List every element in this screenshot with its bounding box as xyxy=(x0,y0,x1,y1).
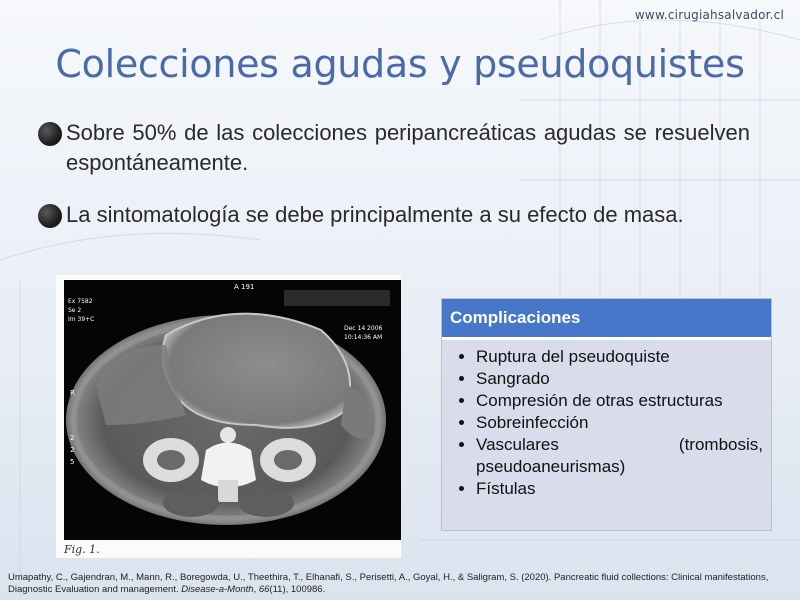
slide-title: Colecciones agudas y pseudoquistes xyxy=(55,42,745,86)
reference-journal: Disease-a-Month xyxy=(181,584,254,595)
complication-item: • Ruptura del pseudoquiste xyxy=(476,346,763,368)
reference-issue-pages: (11), 100986. xyxy=(269,584,326,595)
complications-list xyxy=(442,346,771,500)
complication-item: • Fístulas xyxy=(476,478,763,500)
reference-volume: 66 xyxy=(258,584,270,595)
ct-date-label: Dec 14 2006 xyxy=(344,325,383,332)
bullet-dot-icon xyxy=(38,204,62,228)
website-url[interactable]: www.cirugiahsalvador.cl xyxy=(634,8,784,22)
ct-side-number: 2 xyxy=(70,446,75,454)
complication-item: • Vasculares (trombosis, pseudoaneurismas) xyxy=(476,434,763,478)
figure-caption: Fig. 1. xyxy=(64,543,100,556)
bullet-list xyxy=(38,118,750,230)
bullet-item xyxy=(38,118,750,178)
reference-citation: Umapathy, C., Gajendran, M., Mann, R., Boregowda, U., Theethira, T., Elhanafi, S., Perisetti, A., Goyal, H., & Saligram, S. (2020). Pancreatic fluid collections: Clinical manifestations, Diagnostic Evaluation and management. Disease-a-Month, 66(11), 100986. xyxy=(8,572,769,595)
bullet-text: Sobre 50% de las colecciones peripancreáticas agudas se resuelven espontáneamente. xyxy=(66,120,750,175)
ct-side-number: 2 xyxy=(70,434,75,442)
complications-box xyxy=(441,298,772,531)
complications-header: Complicaciones xyxy=(442,299,771,340)
ct-side-number: 5 xyxy=(70,458,75,466)
bullet-dot-icon xyxy=(38,122,62,146)
complication-item: • Sangrado xyxy=(476,368,763,390)
ct-time-label: 10:14:36 AM xyxy=(344,334,383,341)
complication-item: • Compresión de otras estructuras xyxy=(476,390,763,412)
reference-text: Umapathy, C., Gajendran, M., Mann, R., Boregowda, U., Theethira, T., Elhanafi, S., Perisetti, A., Goyal, H., & Saligram, S. (2020). Pancreatic fluid collections: Clinical manifestations, Diagnostic Evaluation and management. xyxy=(8,572,769,595)
ct-meta-label: Se 2 xyxy=(68,307,82,314)
bullet-text: La sintomatología se debe principalmente a su efecto de masa. xyxy=(66,202,684,227)
ct-side-letter: R xyxy=(70,389,75,397)
bullet-item xyxy=(38,200,750,230)
ct-scan-figure xyxy=(56,275,401,558)
ct-top-label: A 191 xyxy=(234,283,255,291)
ct-meta-label: Im 39+C xyxy=(68,316,95,323)
ct-meta-label: Ex 7582 xyxy=(68,298,93,305)
ct-scan-image xyxy=(56,275,401,558)
complication-item: • Sobreinfección xyxy=(476,412,763,434)
